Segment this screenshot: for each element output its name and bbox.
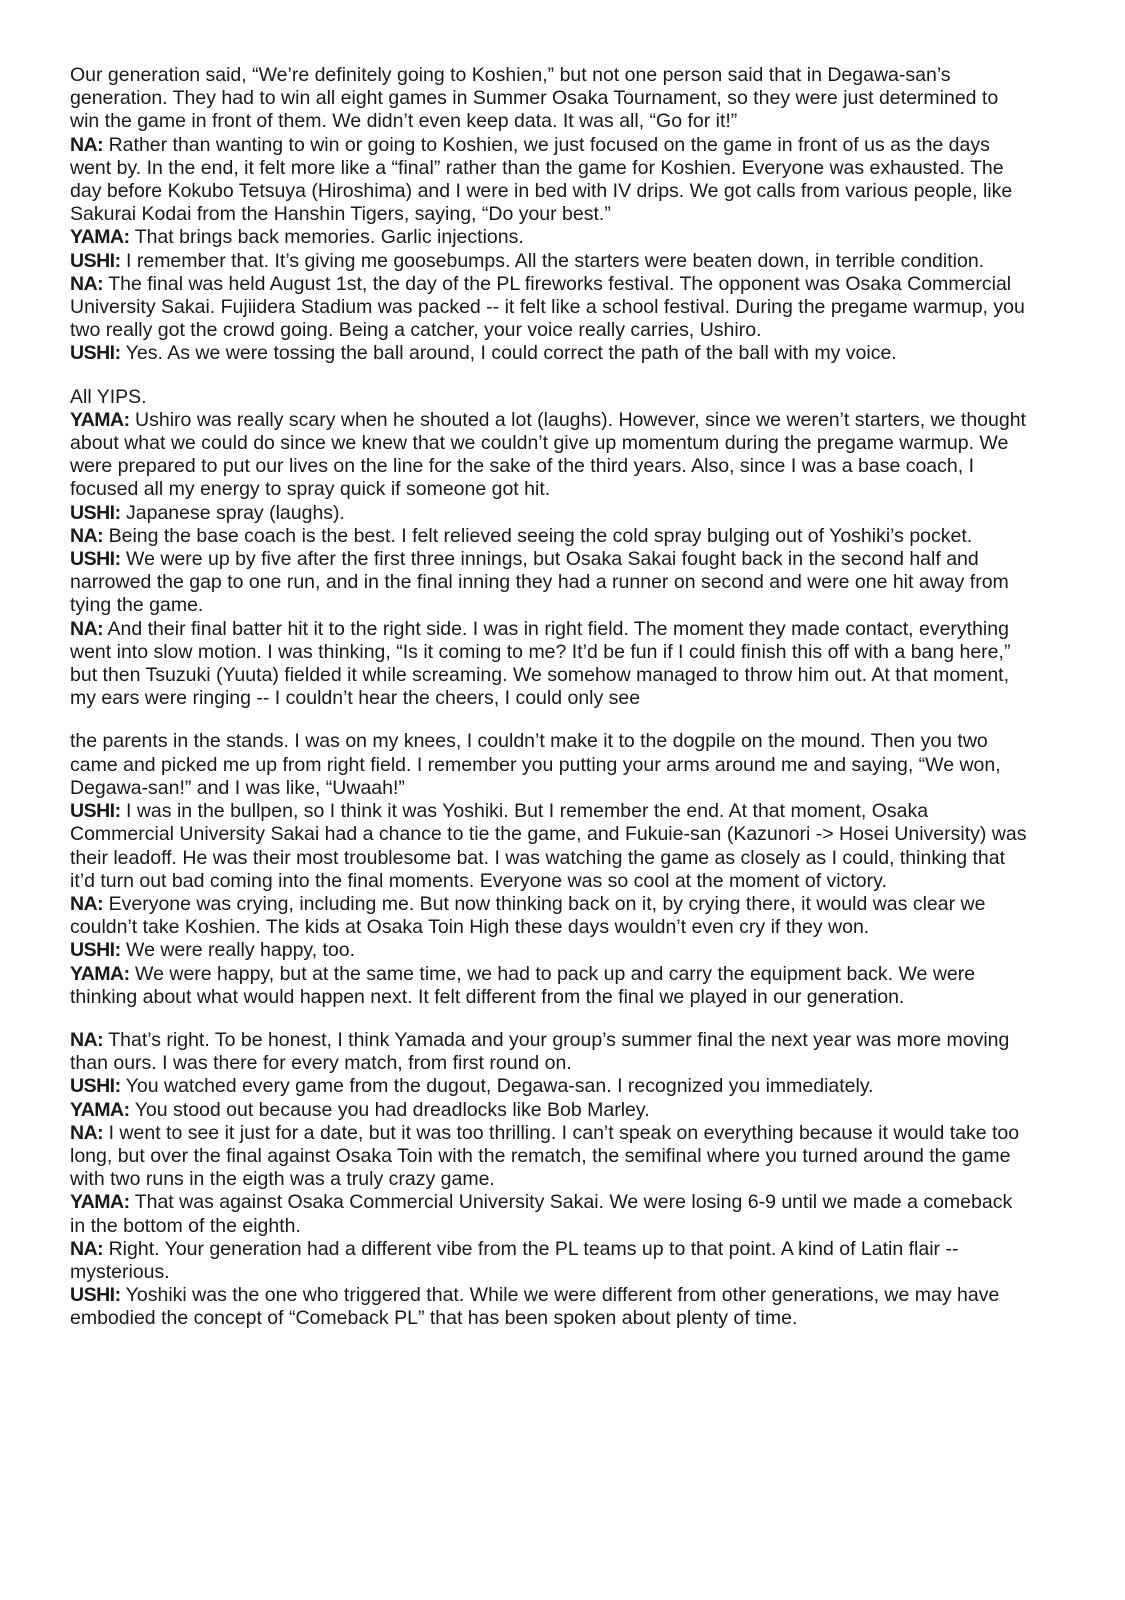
line-text: Being the base coach is the best. I felt relieved seeing the cold spray bulging out of Yoshiki’s pocket. xyxy=(108,524,973,547)
speaker-label: NA: xyxy=(70,1028,104,1051)
line-text: the parents in the stands. I was on my knees, I couldn’t make it to the dogpile on the mound. Then you two came and picked me up from right field. I remember you putting your arms around me and saying, “We won, Degawa-san!” and I was like, “Uwaah!” xyxy=(70,730,1001,799)
line-text: Ushiro was really scary when he shouted a lot (laughs). However, since we weren’t starters, we thought about what we could do since we knew that we couldn’t give up momentum during the pregame warmup. We were prepared to put our lives on the line for the sake of the third years. Also, since I was a base coach, I focused all my energy to spray quick if someone got hit. xyxy=(70,408,1026,501)
dialogue-line xyxy=(70,250,1029,273)
line-text: Japanese spray (laughs). xyxy=(126,501,345,524)
speaker-label: NA: xyxy=(70,524,104,547)
speaker-label: USHI: xyxy=(70,548,121,571)
dialogue-line xyxy=(70,1099,1029,1122)
line-text: And their final batter hit it to the right side. I was in right field. The moment they made contact, everything went into slow motion. I was thinking, “Is it coming to me? It’d be fun if I could finish this off with a bang here,” but then Tsuzuki (Yuuta) fielded it while screaming. We somehow managed to throw him out. At that moment, my ears were ringing -- I couldn’t hear the cheers, I could only see xyxy=(70,617,1011,710)
dialogue-line xyxy=(70,1191,1029,1237)
line-text: I remember that. It’s giving me goosebumps. All the starters were beaten down, in terrible condition. xyxy=(126,249,985,272)
line-text: We were up by five after the first three innings, but Osaka Sakai fought back in the second half and narrowed the gap to one run, and in the final inning they had a runner on second and were one hit away from tying the game. xyxy=(70,548,1009,617)
speaker-label: USHI: xyxy=(70,342,121,365)
speaker-label: NA: xyxy=(70,133,104,156)
dialogue-line xyxy=(70,342,1029,365)
dialogue-line xyxy=(70,618,1029,711)
line-text: We were happy, but at the same time, we had to pack up and carry the equipment back. We were thinking about what would happen next. It felt different from the final we played in our generation. xyxy=(70,962,976,1008)
line-text: You stood out because you had dreadlocks like Bob Marley. xyxy=(134,1098,650,1121)
dialogue-line xyxy=(70,409,1029,502)
dialogue-line xyxy=(70,939,1029,962)
line-text: We were really happy, too. xyxy=(126,939,356,962)
speaker-label: YAMA: xyxy=(70,962,130,985)
speaker-label: USHI: xyxy=(70,501,121,524)
dialogue-line xyxy=(70,226,1029,249)
intro-paragraph: Our generation said, “We’re definitely going to Koshien,” but not one person said that in Degawa-san’s generation. They had to win all eight games in Summer Osaka Tournament, so they were just determined to win the game in front of them. We didn’t even keep data. It was all, “Go for it!” xyxy=(70,64,999,133)
dialogue-line xyxy=(70,1075,1029,1098)
speaker-label: USHI: xyxy=(70,939,121,962)
speaker-label: USHI: xyxy=(70,800,121,823)
line-text: Everyone was crying, including me. But now thinking back on it, by crying there, it would was clear we couldn’t take Koshien. The kids at Osaka Toin High these days wouldn’t even cry if they won. xyxy=(70,892,986,939)
dialogue-line xyxy=(70,525,1029,548)
dialogue-line xyxy=(70,1122,1029,1192)
speaker-label: YAMA: xyxy=(70,1191,130,1214)
speaker-label: NA: xyxy=(70,1121,104,1144)
dialogue-line xyxy=(70,1284,1029,1330)
line-text: Rather than wanting to win or going to Koshien, we just focused on the game in front of us as the days went by. In the end, it felt more like a “final” rather than the game for Koshien. Everyone was exhausted. The day before Kokubo Tetsuya (Hiroshima) and I were in bed with IV drips. We got calls from various people, like Sakurai Kodai from the Hanshin Tigers, saying, “Do your best.” xyxy=(70,133,1013,226)
dialogue-line xyxy=(70,963,1029,1009)
speaker-label: NA: xyxy=(70,1237,104,1260)
speaker-label: NA: xyxy=(70,892,104,915)
line-text: That was against Osaka Commercial University Sakai. We were losing 6-9 until we made a comeback in the bottom of the eighth. xyxy=(70,1191,1013,1237)
speaker-label: NA: xyxy=(70,617,104,640)
dialogue-line xyxy=(70,893,1029,939)
dialogue-line xyxy=(70,548,1029,618)
dialogue-line xyxy=(70,502,1029,525)
line-text: You watched every game from the dugout, Degawa-san. I recognized you immediately. xyxy=(125,1075,874,1098)
line-text: I was in the bullpen, so I think it was Yoshiki. But I remember the end. At that moment, Osaka Commercial University Sakai had a chance to tie the game, and Fukuie-san (Kazunori -> Hosei University) was their leadoff. He was their most troublesome bat. I was watching the game as closely as I could, thinking that it’d turn out bad coming into the final moments. Everyone was so cool at the moment of victory. xyxy=(70,800,1027,892)
line-text: Right. Your generation had a different vibe from the PL teams up to that point. A kind of Latin flair -- mysterious. xyxy=(70,1237,959,1283)
dialogue-line xyxy=(70,800,1029,893)
continued-paragraph xyxy=(70,730,1029,800)
speaker-label: YAMA: xyxy=(70,226,130,249)
speaker-label: YAMA: xyxy=(70,1098,130,1121)
section-label: All YIPS. xyxy=(70,385,147,408)
line-text: The final was held August 1st, the day of the PL fireworks festival. The opponent was Osaka Commercial University Sakai. Fujiidera Stadium was packed -- it felt like a school festival. During the pregame warmup, you two really got the crowd going. Being a catcher, your voice really carries, Ushiro. xyxy=(70,272,1025,342)
speaker-label: USHI: xyxy=(70,249,121,272)
line-text: Yes. As we were tossing the ball around, I could correct the path of the ball with my voice. xyxy=(125,342,897,365)
line-text: That brings back memories. Garlic injections. xyxy=(134,226,524,249)
dialogue-line xyxy=(70,1238,1029,1284)
speaker-label: NA: xyxy=(70,272,104,295)
line-text: I went to see it just for a date, but it was too thrilling. I can’t speak on everything because it would take too long, but over the final against Osaka Toin with the rematch, the semifinal where you turned around the game with two runs in the eigth was a truly crazy game. xyxy=(70,1121,1020,1191)
speaker-label: YAMA: xyxy=(70,408,130,431)
line-text: Yoshiki was the one who triggered that. While we were different from other generations, we may have embodied the concept of “Comeback PL” that has been spoken about plenty of time. xyxy=(70,1284,1000,1330)
dialogue-line xyxy=(70,134,1029,227)
speaker-label: USHI: xyxy=(70,1284,121,1307)
speaker-label: USHI: xyxy=(70,1075,121,1098)
dialogue-line xyxy=(70,1029,1029,1075)
dialogue-line xyxy=(70,273,1029,343)
line-text: That’s right. To be honest, I think Yamada and your group’s summer final the next year was more moving than ours. I was there for every match, from first round on. xyxy=(70,1028,1010,1075)
interview-text xyxy=(70,64,1029,1331)
